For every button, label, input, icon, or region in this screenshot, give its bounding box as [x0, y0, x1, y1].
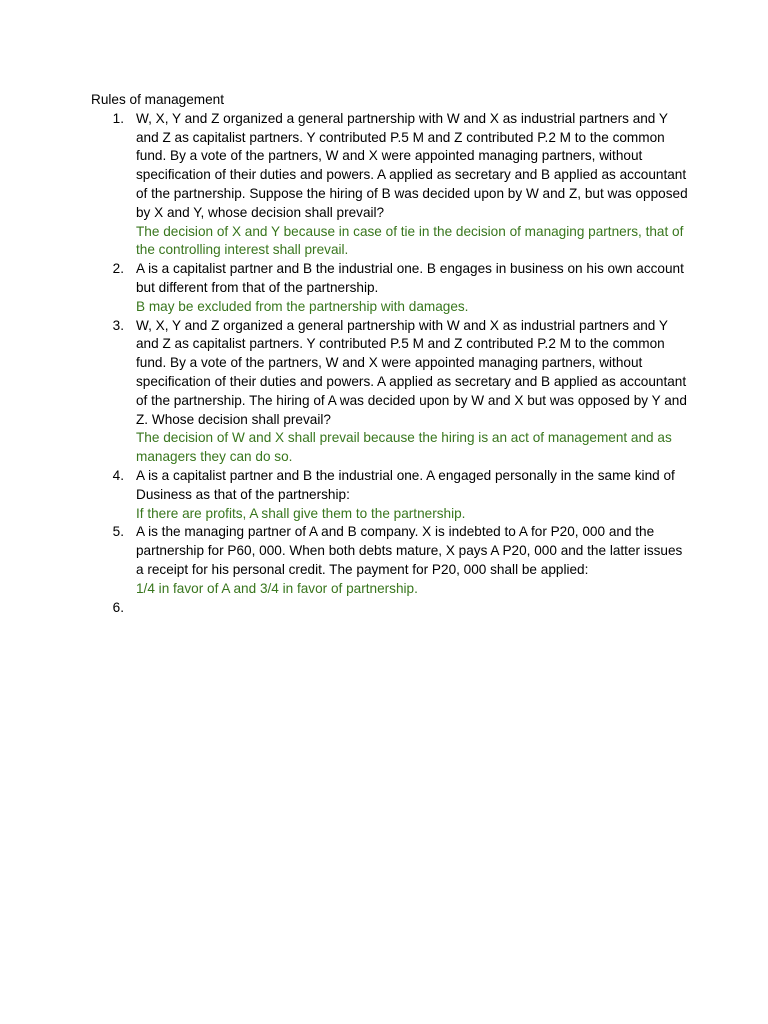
list-item-6 — [91, 599, 691, 618]
answer-text: B may be excluded from the partnership with damages. — [136, 298, 469, 314]
question-list — [91, 110, 691, 618]
question-text: W, X, Y and Z organized a general partnership with W and X as industrial partners and Y and Z as capitalist partners. Y contributed P.5 M and Z contributed P.2 M to the common fund. By a vote of the partners, W and X were appointed managing partners, without specification of their duties and powers. A applied as secretary and B applied as accountant of the partnership. The hiring of A was decided upon by W and X but was opposed by Y and Z. Whose decision shall prevail? — [136, 317, 687, 427]
item-number: 6. — [112, 599, 124, 615]
list-item-1 — [91, 110, 691, 260]
item-number: 4. — [112, 467, 124, 483]
answer-text: The decision of X and Y because in case of tie in the decision of managing partners, that of the controlling interest shall prevail. — [136, 223, 684, 258]
question-text: A is the managing partner of A and B company. X is indebted to A for P20, 000 and the partnership for P60, 000. When both debts mature, X pays A P20, 000 and the latter issues a receipt for his personal credit. The payment for P20, 000 shall be applied: — [136, 524, 683, 577]
item-number: 2. — [112, 261, 124, 277]
document-title: Rules of management — [91, 92, 224, 107]
question-text: A is a capitalist partner and B the industrial one. B engages in business on his own account but different from that of the partnership. — [136, 261, 684, 295]
item-number: 3. — [112, 317, 124, 333]
item-number: 1. — [112, 110, 124, 126]
list-item-4 — [91, 467, 691, 523]
item-number: 5. — [112, 524, 124, 540]
answer-text: If there are profits, A shall give them to the partnership. — [136, 505, 466, 521]
answer-text: 1/4 in favor of A and 3/4 in favor of partnership. — [136, 580, 418, 596]
answer-text: The decision of W and X shall prevail because the hiring is an act of management and as managers they can do so. — [136, 430, 672, 465]
question-text: A is a capitalist partner and B the industrial one. A engaged personally in the same kind of Dusiness as that of the partnership: — [136, 467, 675, 502]
list-item-5 — [91, 523, 691, 598]
list-item-2 — [91, 260, 691, 316]
question-text: W, X, Y and Z organized a general partnership with W and X as industrial partners and Y and Z as capitalist partners. Y contributed P.5 M and Z contributed P.2 M to the common fund. By a vote of the partners, W and X were appointed managing partners, without specification of their duties and powers. A applied as secretary and B applied as accountant of the partnership. Suppose the hiring of B was decided upon by W and Z, but was opposed by X and Y, whose decision shall prevail? — [136, 110, 688, 220]
list-item-3 — [91, 317, 691, 467]
question-text — [136, 600, 140, 615]
document-page — [91, 91, 691, 617]
